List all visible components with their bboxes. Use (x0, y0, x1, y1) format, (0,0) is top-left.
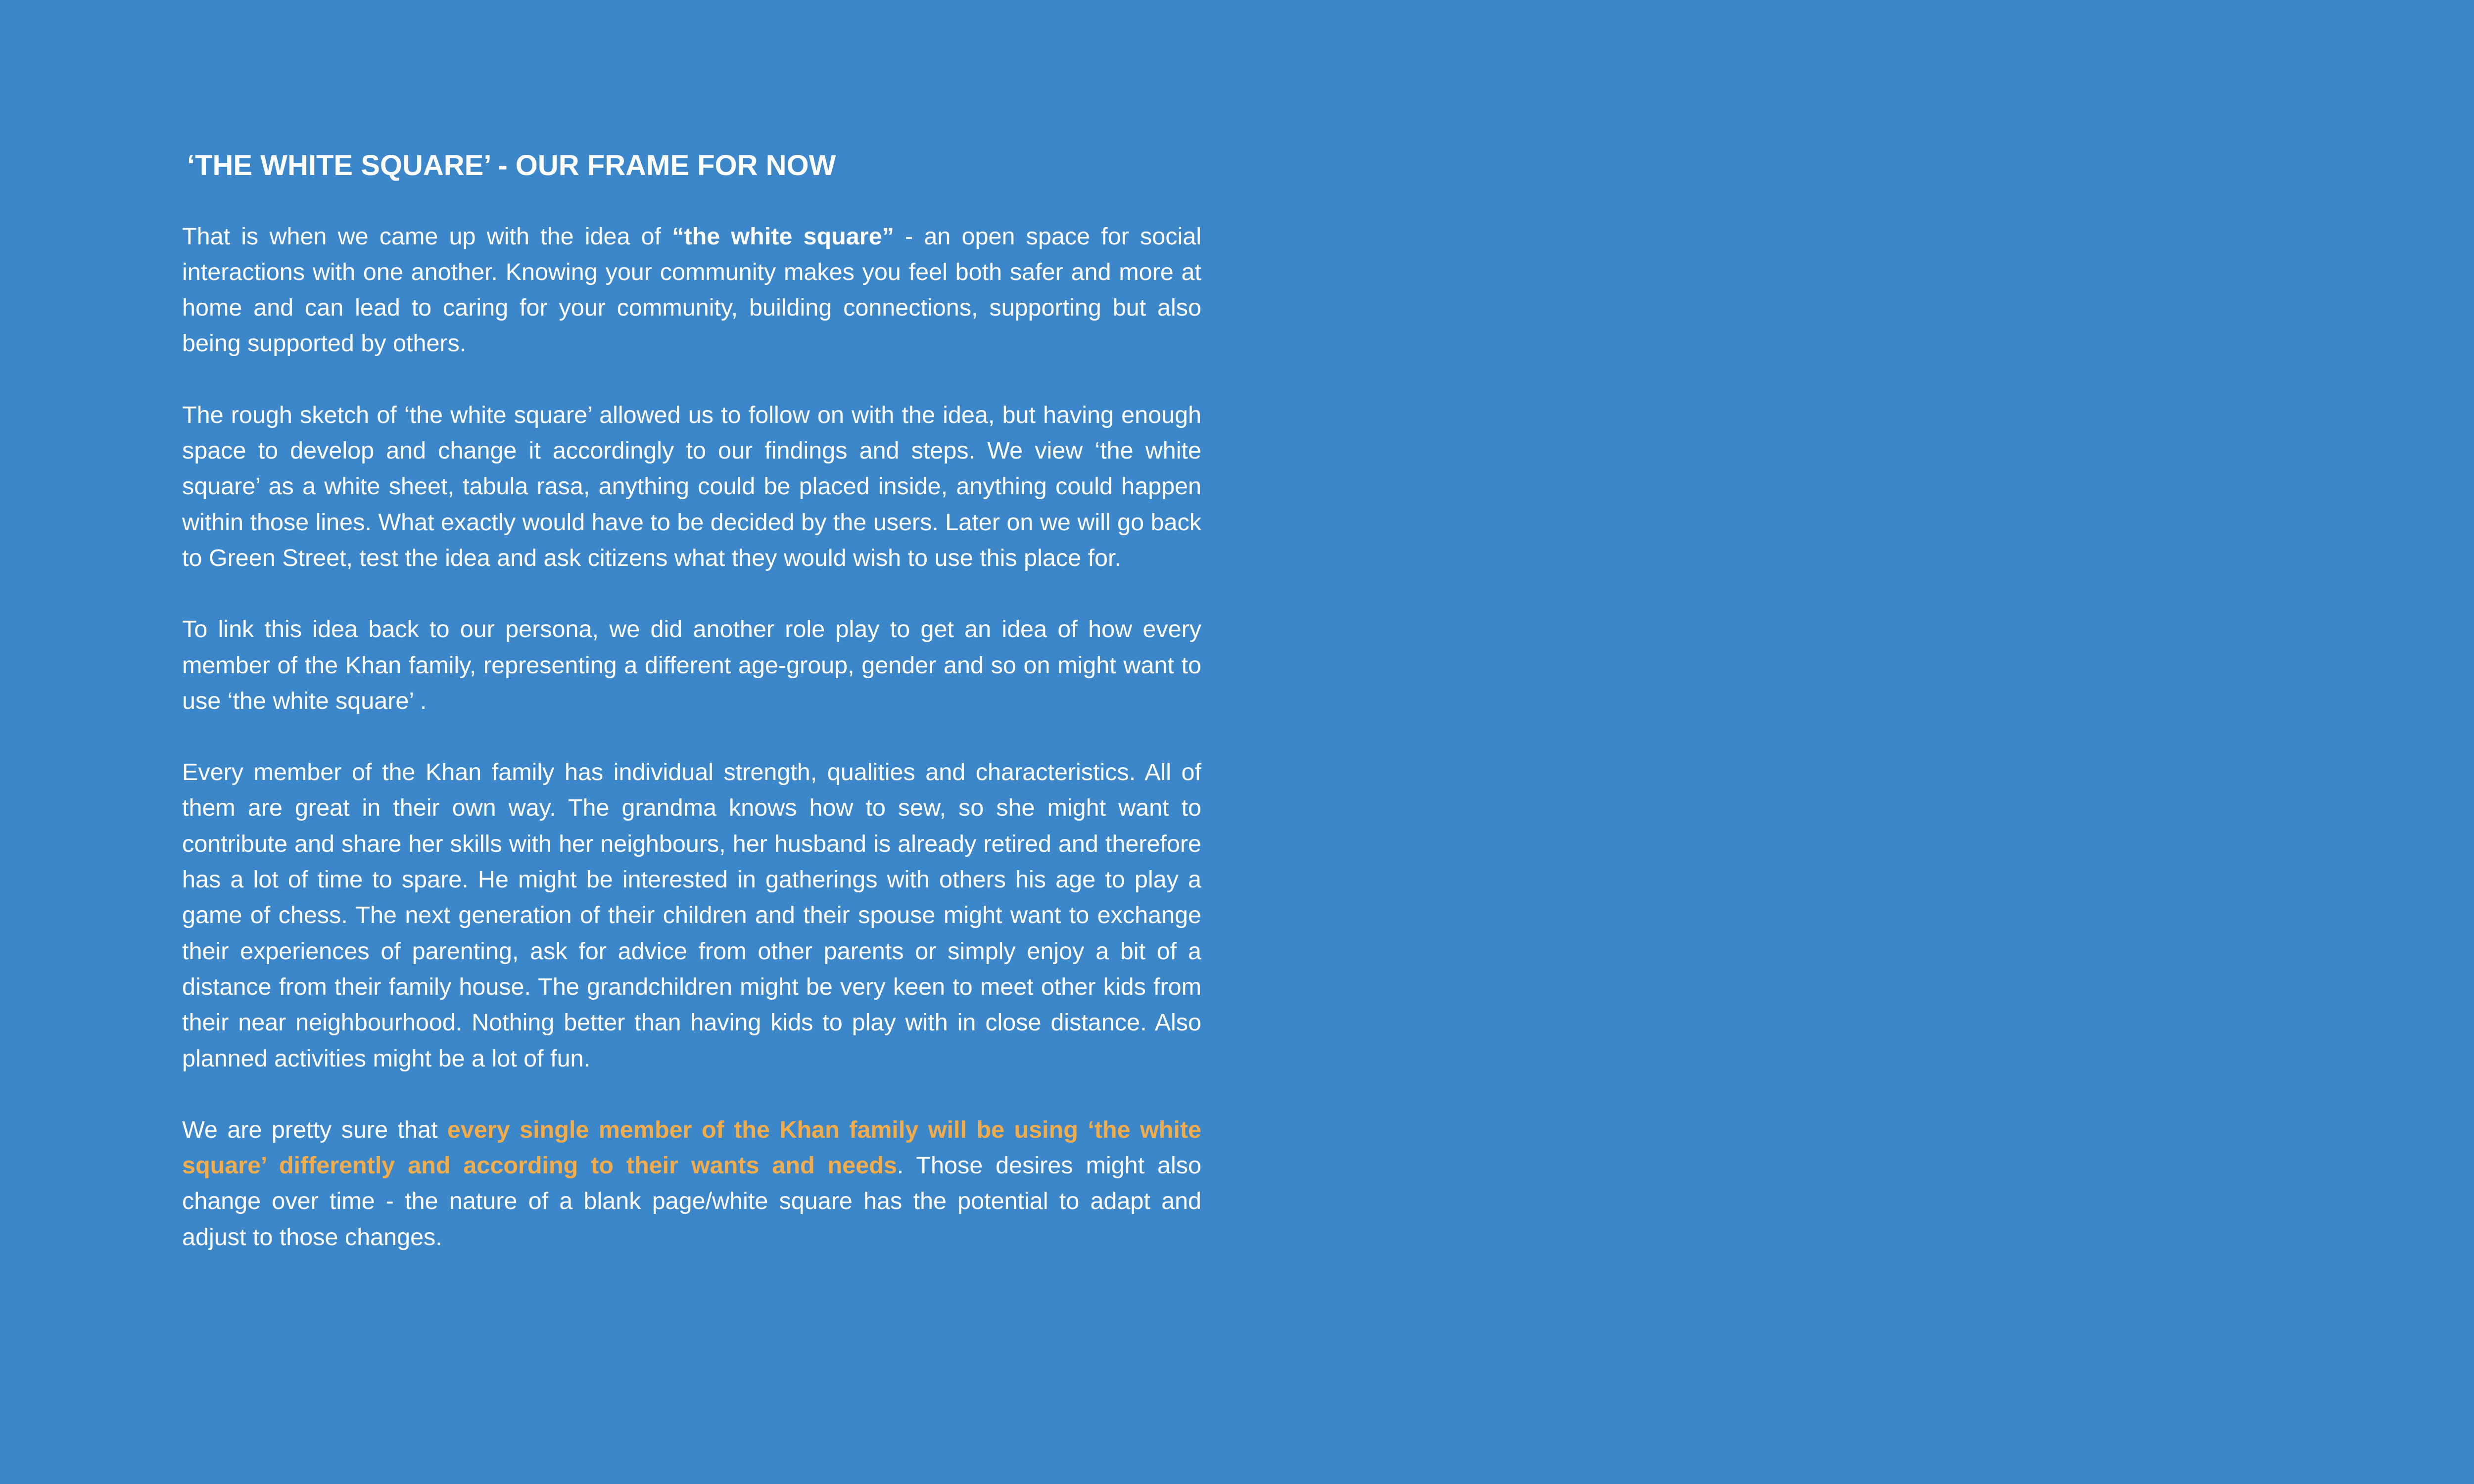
highlighted-phrase: every single member of the Khan family will be using ‘the white square’ differently and according to their wants and needs (182, 1116, 1202, 1179)
paragraph-role-play: To link this idea back to our persona, we did another role play to get an idea of how every member of the Khan family, representing a different age-group, gender and so on might want to use ‘the white square’ . (182, 616, 1201, 714)
paragraph-text: - an open space for social interactions with one another. Knowing your community makes you feel both safer and more at home and can lead to caring for your community, building connections, supporting but also being supported by others. (182, 223, 1202, 357)
paragraph-rough-sketch: The rough sketch of ‘the white square’ allowed us to follow on with the idea, but having enough space to develop and change it accordingly to our findings and steps. We view ‘the white square’ as a white sheet, tabula rasa, anything could be placed inside, anything could happen within those lines. What exactly would have to be decided by the users. Later on we will go back to Green Street, test the idea and ask citizens what they would wish to use this place for. (182, 401, 1201, 571)
paragraph-text: That is when we came up with the idea of (182, 223, 672, 250)
paragraph-conclusion (182, 1112, 1201, 1255)
paragraph-white-square-idea (182, 219, 1201, 362)
bold-phrase: “the white square” (672, 223, 894, 250)
paragraph-text: . Those desires might also change over time - the nature of a blank page/white square has the potential to adapt and adjust to those changes. (182, 1152, 1201, 1251)
text-column (182, 148, 1201, 1255)
paragraph-text: We are pretty sure that (182, 1116, 447, 1143)
page-title: ‘THE WHITE SQUARE’ - OUR FRAME FOR NOW (187, 149, 836, 182)
paragraph-khan-family: Every member of the Khan family has individual strength, qualities and characteristics. All of them are great in their own way. The grandma knows how to sew, so she might want to contribute and share her skills with her neighbours, her husband is already retired and therefore has a lot of time to spare. He might be interested in gatherings with others his age to play a game of chess. The next generation of their children and their spouse might want to exchange their experiences of parenting, ask for advice from other parents or simply enjoy a bit of a distance from their family house. The grandchildren might be very keen to meet other kids from their near neighbourhood. Nothing better than having kids to play with in close distance. Also planned activities might be a lot of fun. (182, 759, 1201, 1072)
